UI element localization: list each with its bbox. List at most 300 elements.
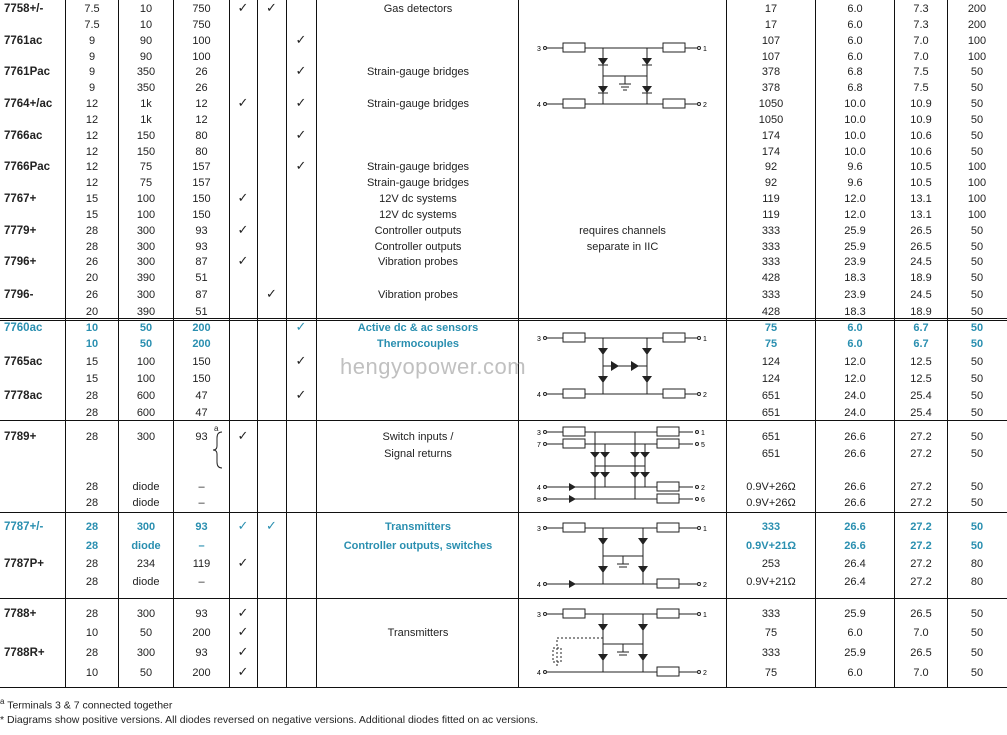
- table-cell: 26.6: [844, 521, 866, 533]
- terminal-1-label: 1: [703, 612, 707, 619]
- table-cell: 390: [136, 306, 156, 318]
- table-cell: 428: [761, 272, 781, 284]
- table-cell: –: [198, 576, 205, 588]
- table-cell: 24.5: [910, 289, 932, 301]
- table-cell: 25.9: [844, 225, 866, 237]
- table-cell: 7.0: [913, 627, 929, 639]
- table-cell: 333: [761, 289, 781, 301]
- table-cell: –: [198, 481, 205, 493]
- table-cell: 12: [85, 161, 99, 173]
- table-cell: 26.5: [910, 241, 932, 253]
- terminal-3-label: 3: [537, 612, 541, 619]
- table-cell: 26: [85, 256, 99, 268]
- table-cell: 9: [88, 82, 96, 94]
- application-description: Strain-gauge bridges: [366, 177, 470, 189]
- table-cell: 27.2: [910, 558, 932, 570]
- table-cell: 1050: [758, 98, 784, 110]
- table-cell: 651: [761, 390, 781, 402]
- table-cell: 27.2: [910, 431, 932, 443]
- terminal-8-label: 8: [537, 497, 541, 504]
- table-cell: 174: [761, 146, 781, 158]
- table-cell: 0.9V+21Ω: [745, 540, 797, 552]
- check-icon: ✓: [295, 32, 307, 47]
- table-cell: 651: [761, 407, 781, 419]
- check-icon: ✓: [295, 353, 307, 368]
- terminal-3-label: 3: [537, 46, 541, 53]
- model-number: 7766Pac: [4, 161, 51, 173]
- application-description: Controller outputs: [374, 225, 462, 237]
- column-rule: [257, 0, 258, 688]
- table-cell: 12: [85, 146, 99, 158]
- table-cell: 26.6: [844, 448, 866, 460]
- table-cell: 6.0: [847, 627, 863, 639]
- model-number: 7796+: [4, 256, 37, 268]
- table-cell: 10: [85, 338, 99, 350]
- table-cell: 12: [85, 177, 99, 189]
- model-number: 7779+: [4, 225, 37, 237]
- table-cell: 50: [970, 66, 984, 78]
- table-cell: 26.5: [910, 608, 932, 620]
- table-bottom-rule: [0, 687, 1007, 688]
- application-description: Controller outputs, switches: [343, 540, 493, 552]
- circuit-diagram-switch-inputs: [535, 424, 715, 508]
- section-divider: [0, 598, 1007, 599]
- table-cell: 100: [967, 209, 987, 221]
- table-cell: 107: [761, 35, 781, 47]
- application-description: Signal returns: [384, 448, 452, 460]
- application-description: Switch inputs /: [382, 431, 454, 443]
- table-cell: 9: [88, 66, 96, 78]
- table-cell: 26.6: [844, 497, 866, 509]
- table-cell: 0.9V+26Ω: [746, 481, 796, 493]
- table-cell: 7.5: [84, 19, 100, 31]
- table-cell: 300: [136, 225, 156, 237]
- check-icon: ✓: [237, 555, 249, 570]
- table-cell: 24.0: [844, 390, 866, 402]
- table-cell: 50: [970, 338, 984, 350]
- table-cell: 50: [970, 390, 984, 402]
- terminal-4-label: 4: [537, 392, 541, 399]
- table-cell: 50: [970, 448, 984, 460]
- table-cell: 50: [970, 82, 984, 94]
- model-number: 7764+/ac: [4, 98, 53, 110]
- table-cell: 300: [136, 608, 156, 620]
- table-cell: 50: [970, 272, 984, 284]
- check-icon: ✓: [237, 0, 249, 15]
- table-cell: 93: [195, 608, 208, 620]
- table-cell: 93: [195, 431, 208, 443]
- table-cell: 50: [970, 647, 984, 659]
- table-cell: 9: [88, 35, 96, 47]
- section-divider: [0, 512, 1007, 513]
- table-cell: 333: [761, 256, 781, 268]
- application-description: Thermocouples: [377, 338, 459, 350]
- model-number: 7778ac: [4, 390, 43, 402]
- table-cell: 124: [761, 356, 781, 368]
- table-cell: 9.6: [847, 161, 863, 173]
- table-cell: 1k: [140, 98, 152, 110]
- terminal-4-label: 4: [537, 485, 541, 492]
- table-cell: 18.3: [844, 272, 866, 284]
- check-icon: ✓: [295, 127, 307, 142]
- table-cell: 350: [136, 82, 156, 94]
- table-cell: 87: [195, 256, 208, 268]
- table-cell: 75: [764, 338, 778, 350]
- table-cell: 12.0: [844, 209, 866, 221]
- table-cell: 7.5: [84, 3, 100, 15]
- table-cell: 6.7: [913, 322, 929, 334]
- terminal-3-label: 3: [537, 430, 541, 437]
- check-icon: ✓: [237, 190, 249, 205]
- table-cell: 18.9: [910, 306, 932, 318]
- terminal-6-label: 6: [701, 497, 705, 504]
- table-cell: 12: [195, 114, 208, 126]
- terminal-5-label: 5: [701, 442, 705, 449]
- table-cell: 26.6: [844, 431, 866, 443]
- table-cell: 157: [192, 177, 211, 189]
- application-description: 12V dc systems: [379, 209, 457, 221]
- table-cell: 20: [85, 306, 99, 318]
- table-cell: 75: [139, 161, 153, 173]
- table-cell: 50: [970, 322, 984, 334]
- table-cell: 651: [761, 431, 781, 443]
- table-cell: 10.9: [910, 114, 932, 126]
- table-cell: 25.4: [910, 407, 932, 419]
- table-cell: 50: [970, 667, 984, 679]
- application-description: Strain-gauge bridges: [366, 66, 470, 78]
- table-cell: 28: [85, 521, 99, 533]
- footnote-star: * Diagrams show positive versions. All diodes reversed on negative versions. Additional diodes fitted on ac versions.: [0, 714, 539, 726]
- table-cell: 0.9V+21Ω: [746, 576, 796, 588]
- check-icon: ✓: [266, 286, 277, 301]
- table-cell: 15: [85, 193, 99, 205]
- table-cell: 378: [761, 66, 781, 78]
- circuit-diagram-bridge: [535, 38, 715, 114]
- check-icon: ✓: [237, 95, 249, 110]
- table-cell: 93: [195, 241, 208, 253]
- table-cell: 150: [192, 209, 211, 221]
- table-cell: 26.5: [910, 225, 932, 237]
- table-cell: 92: [764, 177, 778, 189]
- table-cell: 50: [970, 608, 984, 620]
- footnote-marker: a: [214, 424, 219, 433]
- table-cell: 50: [139, 338, 153, 350]
- terminal-1-label: 1: [703, 46, 707, 53]
- check-icon: ✓: [295, 63, 307, 78]
- table-cell: 300: [136, 256, 156, 268]
- table-cell: diode: [131, 540, 161, 552]
- table-cell: 10.0: [844, 98, 866, 110]
- table-cell: 50: [970, 225, 984, 237]
- table-cell: 200: [967, 3, 987, 15]
- table-cell: 10: [85, 322, 99, 334]
- table-cell: 28: [85, 497, 99, 509]
- table-cell: 200: [192, 322, 211, 334]
- table-cell: 350: [136, 66, 156, 78]
- table-cell: 27.2: [910, 481, 932, 493]
- check-icon: ✓: [295, 95, 307, 110]
- table-cell: 119: [762, 193, 780, 205]
- table-cell: 10: [139, 19, 153, 31]
- table-cell: 50: [970, 98, 984, 110]
- table-cell: 50: [970, 306, 984, 318]
- table-cell: diode: [132, 497, 160, 509]
- table-cell: 100: [136, 356, 156, 368]
- table-cell: 12: [195, 98, 208, 110]
- table-cell: 25.4: [910, 390, 932, 402]
- table-cell: 75: [139, 177, 153, 189]
- application-description: Transmitters: [387, 627, 449, 639]
- table-cell: 119: [192, 558, 211, 570]
- table-cell: 27.2: [910, 540, 932, 552]
- table-cell: 25.9: [844, 241, 866, 253]
- table-cell: 200: [967, 19, 987, 31]
- table-cell: 26: [195, 66, 208, 78]
- table-cell: 174: [761, 130, 781, 142]
- check-icon: ✓: [237, 605, 249, 620]
- table-cell: 24.0: [844, 407, 866, 419]
- check-icon: ✓: [237, 624, 249, 639]
- table-cell: –: [198, 540, 205, 552]
- table-cell: 28: [85, 540, 99, 552]
- table-cell: 26.6: [844, 481, 866, 493]
- model-number: 7758+/-: [4, 3, 44, 15]
- table-cell: 390: [136, 272, 156, 284]
- terminal-1-label: 1: [701, 430, 705, 437]
- table-cell: 333: [761, 608, 781, 620]
- table-cell: 6.0: [847, 322, 863, 334]
- model-number: 7767+: [4, 193, 37, 205]
- table-cell: 50: [139, 627, 153, 639]
- table-cell: 10.0: [844, 130, 866, 142]
- terminal-4-label: 4: [537, 582, 541, 589]
- table-cell: 6.0: [847, 338, 863, 350]
- table-cell: 28: [85, 225, 99, 237]
- application-description: Strain-gauge bridges: [366, 161, 470, 173]
- table-cell: 428: [761, 306, 781, 318]
- table-cell: 6.8: [847, 66, 863, 78]
- table-cell: 27.2: [910, 521, 932, 533]
- table-cell: 107: [761, 51, 781, 63]
- table-cell: 7.5: [913, 66, 929, 78]
- footnote-marker: a: [0, 697, 5, 706]
- terminal-4-label: 4: [537, 102, 541, 109]
- table-cell: 90: [139, 35, 153, 47]
- table-cell: 234: [136, 558, 156, 570]
- table-cell: 28: [85, 407, 99, 419]
- table-cell: 7.0: [913, 667, 929, 679]
- table-cell: 100: [136, 373, 156, 385]
- table-cell: 25.9: [844, 647, 866, 659]
- table-cell: 50: [970, 521, 984, 533]
- table-cell: 10.6: [910, 130, 932, 142]
- table-cell: 26: [195, 82, 208, 94]
- table-cell: 50: [970, 540, 984, 552]
- column-rule: [316, 0, 317, 688]
- table-cell: 0.9V+26Ω: [746, 497, 796, 509]
- table-cell: 100: [192, 35, 211, 47]
- table-cell: 47: [195, 407, 208, 419]
- table-cell: 150: [136, 130, 156, 142]
- table-cell: 10.9: [910, 98, 932, 110]
- check-icon: ✓: [237, 253, 249, 268]
- table-cell: 50: [970, 289, 984, 301]
- table-cell: 93: [195, 225, 208, 237]
- table-cell: 100: [967, 177, 987, 189]
- circuit-diagram-transmitters: [535, 518, 715, 594]
- table-cell: 100: [192, 51, 211, 63]
- check-icon: ✓: [295, 387, 307, 402]
- check-icon: ✓: [237, 664, 249, 679]
- table-cell: 6.8: [847, 82, 863, 94]
- table-cell: 12.0: [844, 193, 866, 205]
- check-icon: ✓: [295, 319, 307, 334]
- table-cell: diode: [132, 481, 160, 493]
- section-divider: [0, 420, 1007, 421]
- table-cell: 12: [85, 114, 99, 126]
- table-cell: 15: [85, 356, 99, 368]
- check-icon: ✓: [266, 0, 277, 15]
- table-cell: 157: [192, 161, 211, 173]
- table-cell: 150: [192, 373, 211, 385]
- table-cell: 47: [195, 390, 208, 402]
- table-cell: 6.7: [913, 338, 929, 350]
- table-cell: 27.2: [910, 448, 932, 460]
- table-cell: 80: [970, 576, 984, 588]
- check-icon: ✓: [266, 518, 277, 533]
- table-cell: 50: [970, 407, 984, 419]
- table-cell: 28: [85, 431, 99, 443]
- table-cell: 50: [970, 373, 984, 385]
- table-cell: 90: [139, 51, 153, 63]
- table-cell: 50: [970, 256, 984, 268]
- table-cell: 300: [136, 521, 156, 533]
- table-cell: 50: [970, 356, 984, 368]
- table-cell: 100: [967, 161, 987, 173]
- note-separate-iic: separate in IIC: [586, 241, 659, 253]
- table-cell: 93: [195, 521, 208, 533]
- table-cell: 18.3: [844, 306, 866, 318]
- table-cell: 13.1: [910, 209, 932, 221]
- table-cell: 750: [192, 19, 211, 31]
- circuit-diagram-transmitters-r: [535, 604, 715, 682]
- table-cell: 26.5: [910, 647, 932, 659]
- model-number: 7761ac: [4, 35, 43, 47]
- table-cell: 100: [136, 209, 156, 221]
- table-cell: 50: [139, 667, 153, 679]
- table-cell: 600: [136, 390, 156, 402]
- table-cell: 200: [192, 667, 211, 679]
- application-description: Vibration probes: [378, 256, 458, 268]
- table-cell: 28: [85, 647, 99, 659]
- table-cell: 651: [761, 448, 781, 460]
- circuit-diagram-zener-bridge: [535, 330, 715, 406]
- table-cell: 25.9: [844, 608, 866, 620]
- terminal-2-label: 2: [703, 392, 707, 399]
- table-cell: 9: [88, 51, 96, 63]
- terminal-2-label: 2: [701, 485, 705, 492]
- table-cell: 333: [761, 521, 781, 533]
- table-cell: 75: [764, 627, 778, 639]
- table-cell: 7.0: [913, 35, 929, 47]
- table-cell: 23.9: [844, 289, 866, 301]
- table-cell: 6.0: [847, 19, 863, 31]
- terminal-1-label: 1: [703, 336, 707, 343]
- table-cell: 80: [195, 146, 208, 158]
- table-cell: 1050: [758, 114, 784, 126]
- table-cell: 80: [970, 558, 984, 570]
- table-cell: 75: [764, 322, 778, 334]
- model-number: 7789+: [4, 431, 37, 443]
- table-cell: 26.4: [844, 558, 866, 570]
- table-cell: 93: [195, 647, 208, 659]
- table-cell: 9.6: [847, 177, 863, 189]
- table-cell: 10.0: [844, 114, 866, 126]
- table-cell: 124: [761, 373, 781, 385]
- table-cell: 150: [192, 193, 211, 205]
- table-cell: 17: [764, 19, 778, 31]
- terminal-3-label: 3: [537, 526, 541, 533]
- brace-icon: [212, 430, 226, 470]
- application-description: Active dc & ac sensors: [357, 322, 479, 334]
- model-number: 7766ac: [4, 130, 43, 142]
- table-cell: 100: [967, 51, 987, 63]
- table-cell: 87: [195, 289, 208, 301]
- table-cell: 10.5: [910, 161, 932, 173]
- table-cell: 12.5: [910, 356, 932, 368]
- table-cell: 10: [85, 627, 99, 639]
- table-cell: 300: [136, 647, 156, 659]
- application-description: Controller outputs: [374, 241, 462, 253]
- table-cell: 50: [970, 114, 984, 126]
- table-cell: 92: [764, 161, 778, 173]
- table-cell: 26.4: [844, 576, 866, 588]
- table-cell: 300: [136, 241, 156, 253]
- table-cell: 50: [970, 146, 984, 158]
- model-number: 7787+/-: [4, 521, 44, 533]
- table-cell: 12.5: [910, 373, 932, 385]
- model-number: 7788R+: [4, 647, 45, 659]
- model-number: 7796-: [4, 289, 34, 301]
- table-cell: 28: [85, 608, 99, 620]
- table-cell: 6.0: [847, 35, 863, 47]
- table-cell: 12: [85, 130, 99, 142]
- table-cell: –: [198, 497, 205, 509]
- application-description: Strain-gauge bridges: [366, 98, 470, 110]
- application-description: 12V dc systems: [379, 193, 457, 205]
- footnote-a: [0, 697, 172, 712]
- terminal-2-label: 2: [703, 582, 707, 589]
- table-cell: 150: [136, 146, 156, 158]
- table-cell: 51: [195, 306, 208, 318]
- model-number: 7760ac: [4, 322, 43, 334]
- table-cell: 6.0: [847, 667, 863, 679]
- table-cell: 600: [136, 407, 156, 419]
- terminal-2-label: 2: [703, 670, 707, 677]
- table-cell: 51: [195, 272, 208, 284]
- table-cell: 18.9: [910, 272, 932, 284]
- table-cell: 15: [85, 373, 99, 385]
- table-cell: 333: [761, 647, 781, 659]
- table-cell: 150: [192, 356, 211, 368]
- table-cell: 27.2: [910, 576, 932, 588]
- table-cell: 50: [970, 241, 984, 253]
- table-cell: 10.5: [910, 177, 932, 189]
- note-requires-channels: requires channels: [579, 225, 666, 237]
- table-cell: 100: [967, 35, 987, 47]
- check-icon: ✓: [237, 428, 249, 443]
- model-number: 7761Pac: [4, 66, 51, 78]
